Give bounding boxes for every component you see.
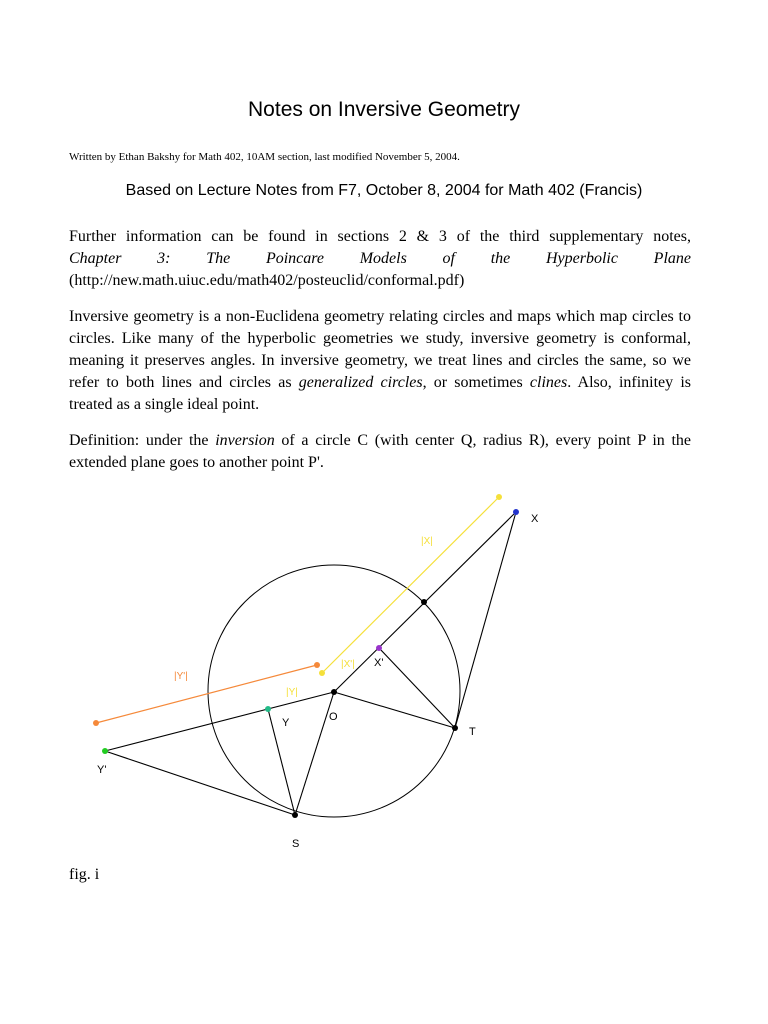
reference-url: (http://new.math.uiuc.edu/math402/posteuclid/conformal.pdf)	[69, 272, 465, 289]
label-t: T	[469, 726, 476, 738]
author-byline: Written by Ethan Bakshy for Math 402, 10AM section, last modified November 5, 2004.	[69, 151, 460, 163]
point-s	[292, 812, 298, 818]
label-s: S	[292, 838, 300, 850]
reference-title: Chapter 3: The Poincare Models of the Hyperbolic Plane	[69, 250, 691, 267]
point-circle-intersection	[421, 599, 427, 605]
intro-text-c: , or sometimes	[422, 374, 530, 391]
point-x	[513, 509, 519, 515]
label-length-y: |Y|	[286, 687, 298, 698]
label-x: X	[531, 513, 539, 525]
line-o-t	[334, 692, 455, 728]
inversion-term: inversion	[215, 432, 275, 449]
figure-caption: fig. i	[69, 866, 100, 883]
label-length-x-prime: |X'|	[341, 659, 355, 670]
y-prime-measure-end-left	[93, 720, 99, 726]
y-prime-measure-end-right	[314, 662, 320, 668]
document-title: Notes on Inversive Geometry	[248, 98, 520, 121]
para1-line1: Further information can be found in sections 2 & 3 of the third supplementary notes,	[69, 228, 691, 245]
point-x-prime	[376, 645, 382, 651]
line-yprime-o	[105, 692, 334, 751]
label-length-x: |X|	[421, 536, 433, 547]
label-y: Y	[282, 717, 290, 729]
x-length-measure-line	[322, 497, 499, 673]
point-t	[452, 725, 458, 731]
y-prime-length-measure-line	[96, 665, 317, 723]
label-x-prime: X'	[374, 657, 384, 669]
definition-text-a: Definition: under the	[69, 432, 216, 449]
line-xprime-t	[379, 648, 455, 728]
definition-paragraph	[69, 430, 691, 474]
line-yprime-s	[105, 751, 295, 815]
x-measure-end-bottom	[319, 670, 325, 676]
point-y-prime	[102, 748, 108, 754]
definition-text-c: of a circle C (with center Q, radius R), every point P in the extended plane goes to another point P'.	[69, 432, 691, 471]
label-o: O	[329, 711, 338, 723]
intro-text-e: . Also, infinitey is treated as a single ideal point.	[69, 374, 692, 413]
intro-text-a: Inversive geometry is a non-Euclidena geometry relating circles and maps which map circles to circles. Like many of the hyperbolic geometries we study, inversive geometry is conformal, meaning it preserves angles. In inversive geometry, we treat lines and circles the same, so we refer to both lines and circles as	[69, 308, 691, 391]
label-y-prime: Y'	[97, 764, 107, 776]
generalized-circles-term: generalized circles	[298, 374, 423, 391]
point-o	[331, 689, 337, 695]
point-y	[265, 706, 271, 712]
construction-lines	[105, 512, 516, 815]
x-measure-end-top	[496, 494, 502, 500]
line-x-t	[455, 512, 516, 728]
inversion-diagram	[69, 488, 539, 858]
further-information-paragraph	[69, 226, 691, 292]
clines-term: clines	[529, 374, 568, 391]
label-length-y-prime: |Y'|	[174, 671, 188, 682]
lecture-source-heading: Based on Lecture Notes from F7, October 8, 2004 for Math 402 (Francis)	[125, 182, 643, 199]
intro-paragraph	[69, 306, 691, 416]
